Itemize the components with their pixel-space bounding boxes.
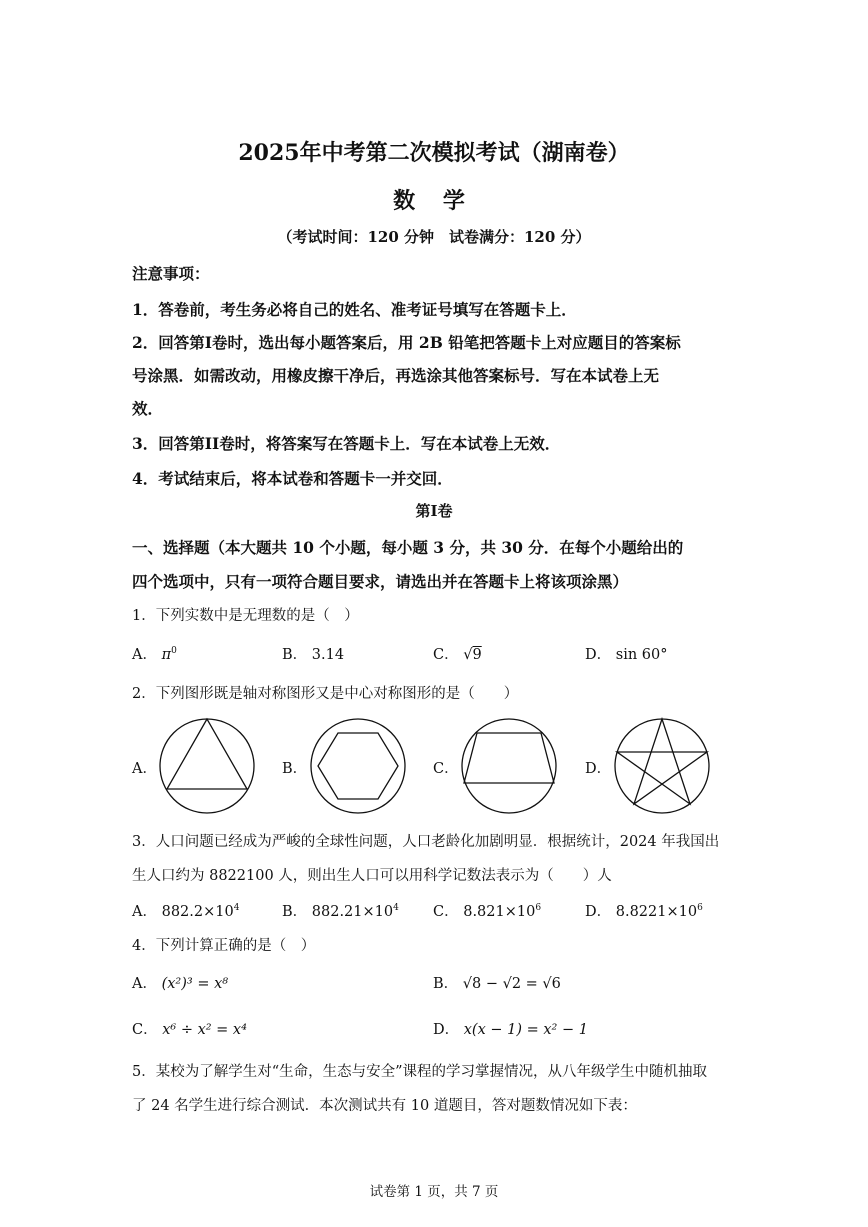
circle-inscribed-hexagon-figure [310, 717, 410, 817]
option-exponent: 6 [535, 903, 542, 914]
option-label: B． [282, 647, 308, 663]
option-value: 9 [472, 647, 482, 663]
option-value: 882.21×10 [311, 904, 394, 920]
option-label: B． [282, 761, 308, 777]
option-c [433, 900, 541, 921]
notice-item: 效． [132, 399, 164, 418]
option-a [132, 972, 228, 993]
option-label: A． [132, 904, 157, 920]
exam-meta: （考试时间：120 分钟 试卷满分：120 分） [277, 228, 591, 246]
option-d [585, 900, 703, 921]
notice-item: 4．考试结束后，将本试卷和答题卡一并交回． [132, 469, 453, 488]
option-label: A． [132, 976, 157, 992]
option-expression: (x²)³ = x⁸ [161, 976, 229, 992]
circle-inscribed-star-figure [612, 717, 712, 817]
option-label: D． [433, 1022, 460, 1038]
option-b [433, 972, 561, 993]
option-exponent: 0 [171, 646, 177, 657]
option-d [585, 643, 667, 664]
option-label: C． [433, 761, 459, 777]
option-d [433, 1018, 588, 1039]
section-instructions: 四个选项中，只有一项符合题目要求，请选出并在答题卡上将该项涂黑） [132, 572, 629, 591]
option-value: 8.821×10 [463, 904, 536, 920]
option-c [433, 643, 482, 664]
question-stem: 5．某校为了解学生对“生命，生态与安全”课程的学习掌握情况，从八年级学生中随机抽取 [132, 1064, 708, 1080]
option-label: A． [132, 647, 157, 663]
circle-inscribed-triangle-figure [158, 717, 258, 817]
option-a [132, 900, 239, 921]
option-expression: √8 − √2 = √6 [462, 976, 561, 992]
exam-title: 2025年中考第二次模拟考试（湖南卷） [238, 140, 630, 166]
volume-heading: 第I卷 [415, 502, 453, 520]
page-footer: 试卷第 1 页，共 7 页 [369, 1184, 499, 1200]
question-stem: 2．下列图形既是轴对称图形又是中心对称图形的是（ ） [132, 686, 519, 702]
section-instructions: 一、选择题（本大题共 10 个小题，每小题 3 分，共 30 分．在每个小题给出的 [132, 538, 684, 557]
notice-item: 2．回答第I卷时，选出每小题答案后，用 2B 铅笔把答题卡上对应题目的答案标 [132, 333, 681, 352]
question-stem: 生人口约为 8822100 人，则出生人口可以用科学记数法表示为（ ）人 [132, 868, 612, 884]
option-label: C． [433, 904, 459, 920]
option-exponent: 4 [233, 903, 240, 914]
option-b [282, 900, 399, 921]
question-stem: 4．下列计算正确的是（ ） [132, 938, 316, 954]
notice-item: 号涂黑．如需改动，用橡皮擦干净后，再选涂其他答案标号．写在本试卷上无 [132, 366, 660, 385]
question-stem: 3．人口问题已经成为严峻的全球性问题，人口老龄化加剧明显．根据统计，2024 年我国出 [132, 834, 720, 850]
option-value: 3.14 [311, 647, 345, 663]
option-label: D． [585, 904, 612, 920]
option-value: sin 60° [615, 647, 668, 663]
notice-heading: 注意事项： [132, 264, 210, 283]
option-label: B． [282, 904, 308, 920]
option-label: B． [433, 976, 459, 992]
notice-item: 1．答卷前，考生务必将自己的姓名、准考证号填写在答题卡上． [132, 300, 577, 319]
notice-item: 3．回答第II卷时，将答案写在答题卡上．写在本试卷上无效． [132, 434, 561, 453]
option-label: D． [585, 647, 612, 663]
option-label: C． [132, 1022, 158, 1038]
sqrt-sign: √ [463, 647, 473, 663]
subject-heading: 数 学 [393, 188, 475, 214]
option-value: π [161, 647, 172, 663]
option-b [282, 643, 344, 664]
option-label: A． [132, 761, 157, 777]
circle-inscribed-trapezoid-figure [461, 717, 561, 817]
question-stem: 了 24 名学生进行综合测试．本次测试共有 10 道题目，答对题数情况如下表： [132, 1098, 637, 1114]
option-value: 8.8221×10 [615, 904, 698, 920]
option-label: C． [433, 647, 459, 663]
option-exponent: 4 [393, 903, 399, 914]
option-label: D． [585, 761, 612, 777]
option-a [132, 643, 177, 664]
option-c [132, 1018, 247, 1039]
option-exponent: 6 [697, 903, 703, 914]
option-expression: x⁶ ÷ x² = x⁴ [162, 1022, 247, 1038]
option-expression: x(x − 1) = x² − 1 [463, 1022, 588, 1038]
option-value: 882.2×10 [161, 904, 234, 920]
question-stem: 1．下列实数中是无理数的是（ ） [132, 608, 359, 624]
